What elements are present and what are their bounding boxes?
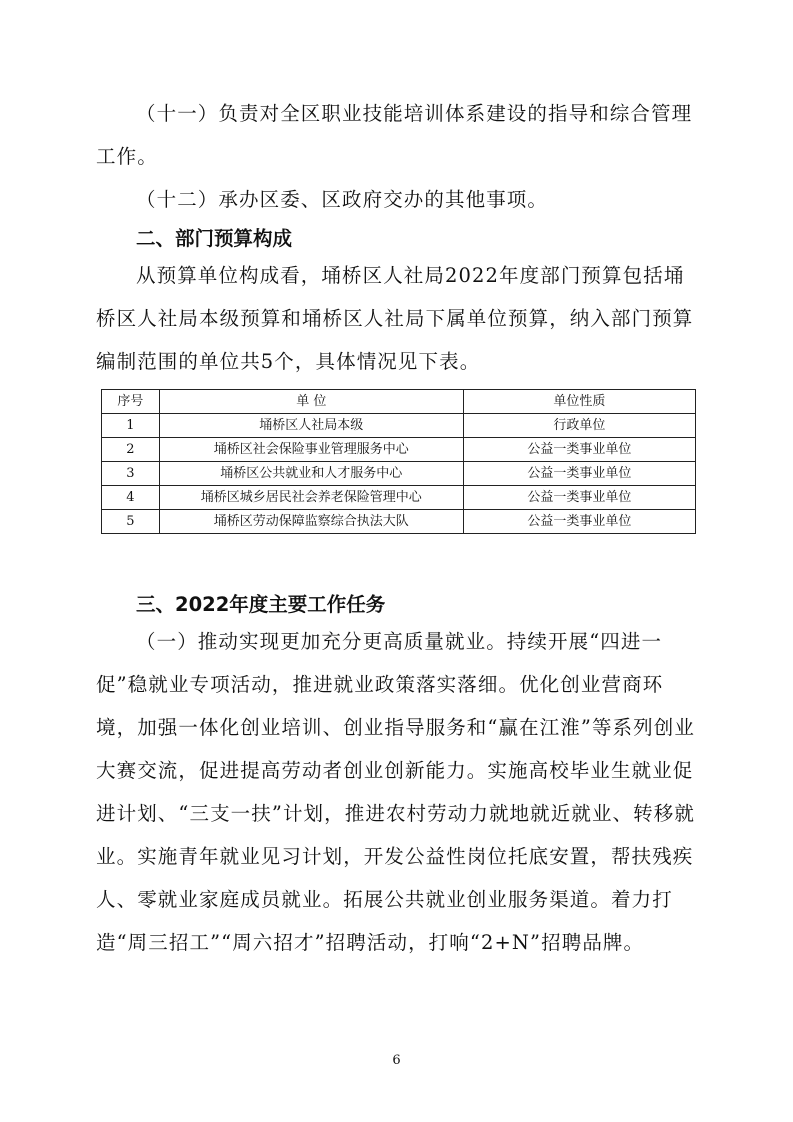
section-3-heading: 三、2022年度主要工作任务 bbox=[136, 593, 386, 616]
section-3-body: （一）推动实现更加充分更高质量就业。持续开展“四进一促”稳就业专项活动，推进就业政策落实落细。优化创业营商环境，加强一体化创业培训、创业指导服务和“赢在江淮”等系列创业大赛交流，促进提高劳动者创业创新能力。实施高校毕业生就业促进计划、“三支一扶”计划，推进农村劳动力就地就近就业、转移就业。实施青年就业见习计划，开发公益性岗位托底安置，帮扶残疾人、零就业家庭成员就业。拓展公共就业创业服务渠道。着力打造“周三招工”“周六招才”招聘活动，打响“2+N”招聘品牌。 bbox=[96, 630, 695, 954]
table-cell: 5 bbox=[102, 510, 160, 534]
page-number: 6 bbox=[392, 1053, 401, 1068]
table-cell: 行政单位 bbox=[463, 414, 695, 438]
table-cell: 2 bbox=[102, 438, 160, 462]
budget-units-table bbox=[101, 389, 696, 534]
table-cell: 埇桥区社会保险事业管理服务中心 bbox=[159, 438, 463, 462]
section-2-body: 从预算单位构成看，埇桥区人社局2022年度部门预算包括埇桥区人社局本级预算和埇桥区人社局下属单位预算，纳入部门预算编制范围的单位共5个，具体情况见下表。 bbox=[96, 264, 694, 373]
table-cell: 公益一类事业单位 bbox=[463, 438, 695, 462]
table-header-cell: 序号 bbox=[102, 390, 160, 414]
table-row bbox=[102, 414, 696, 438]
table-row bbox=[102, 438, 696, 462]
table-cell: 埇桥区劳动保障监察综合执法大队 bbox=[159, 510, 463, 534]
table-row bbox=[102, 510, 696, 534]
table-row bbox=[102, 486, 696, 510]
table-cell: 3 bbox=[102, 462, 160, 486]
section-2-heading: 二、部门预算构成 bbox=[136, 227, 293, 250]
table-cell: 4 bbox=[102, 486, 160, 510]
table-cell: 公益一类事业单位 bbox=[463, 462, 695, 486]
table-cell: 埇桥区公共就业和人才服务中心 bbox=[159, 462, 463, 486]
table-header-cell: 单 位 bbox=[159, 390, 463, 414]
paragraph-item-11: （十一）负责对全区职业技能培训体系建设的指导和综合管理工作。 bbox=[96, 102, 693, 168]
table-cell: 公益一类事业单位 bbox=[463, 510, 695, 534]
table-cell: 埇桥区人社局本级 bbox=[159, 414, 463, 438]
table-cell: 埇桥区城乡居民社会养老保险管理中心 bbox=[159, 486, 463, 510]
table-cell: 公益一类事业单位 bbox=[463, 486, 695, 510]
table-cell: 1 bbox=[102, 414, 160, 438]
table-row bbox=[102, 462, 696, 486]
table-header-cell: 单位性质 bbox=[463, 390, 695, 414]
paragraph-item-12: （十二）承办区委、区政府交办的其他事项。 bbox=[136, 188, 549, 211]
table-header-row bbox=[102, 390, 696, 414]
